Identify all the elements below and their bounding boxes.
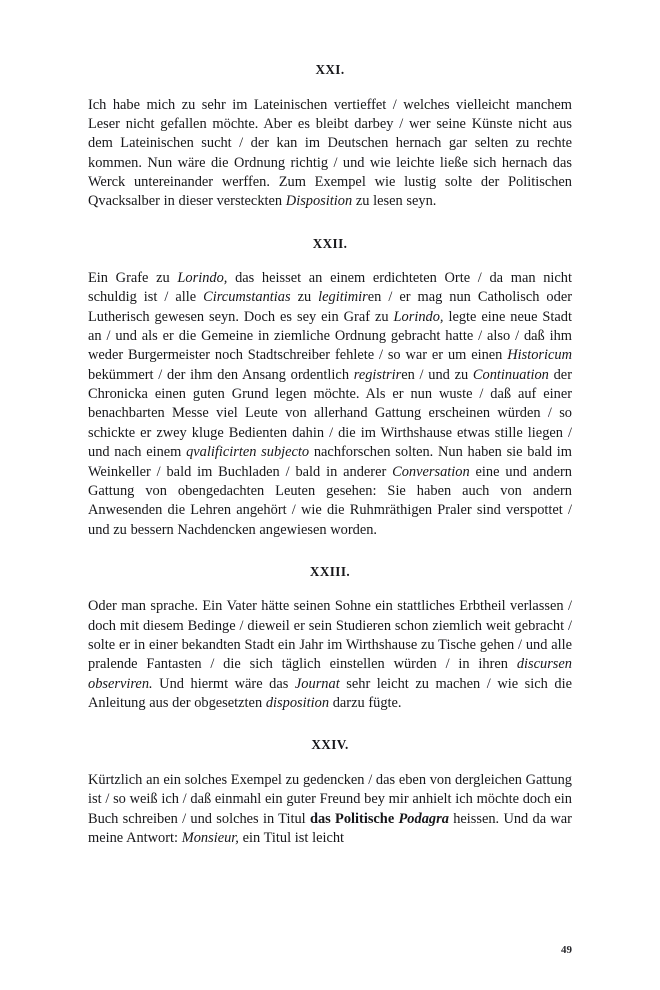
section-heading: XXIII. (309, 563, 351, 579)
section-paragraph (88, 771, 572, 848)
section-paragraph (88, 96, 572, 212)
text-run: Lorindo, (393, 308, 444, 325)
text-run: sehr leicht zu machen / wie sich die Anleitung aus der obgesetzten (88, 675, 572, 712)
text-run: Journat (294, 675, 340, 692)
text-run: legte eine neue Stadt an / und als er die Gemeine in ziemliche Ordnung gebracht hatte / also / daß ihm weder Burgermeister noch Stadtschreiber fehlete / so war er um einen (88, 308, 572, 364)
text-run: das Politische (309, 810, 395, 827)
text-run: der Chronicka einen guten Grund legen möchte. Als er nun wuste / daß auf einer benachbarten Messe viel Leute von allerhand Gattung erscheinen würden / so schickte er zwey kluge Bedienten dahin / die im Wirthshause etwas stille liegen / und nach einem (88, 366, 572, 461)
text-run: bekümmert / der ihm den Ansang ordentlich (88, 366, 354, 383)
document-section (88, 62, 572, 212)
text-run: nachforschen solten. Nun haben sie bald im Weinkeller / bald im Buchladen / bald in anderer (88, 444, 572, 480)
section-heading: XXII. (312, 235, 348, 251)
text-run: en / er mag nun Catholisch oder Lutherisch gewesen seyn. Doch es sey ein Graf zu (88, 289, 572, 325)
text-run: Oder man sprache. Ein Vater hätte seinen Sohne ein stattliches Erbtheil verlassen / doch mit diesem Bedinge / dieweil er sein Studieren schon ziemlich weit gebracht / solte er in einer bekandten Stadt ein Jahr im Wirthshause zu Tische gehen / und alle pralende Fantasten / die sich täglich einstellen würden / in ihren (88, 598, 572, 673)
text-run: Continuation (472, 366, 549, 383)
text-run: Disposition (285, 193, 353, 210)
text-run: das heisset an einem erdichteten Orte / da man nicht schuldig ist / alle (88, 270, 572, 306)
text-run: heissen. Und da war meine Antwort: (88, 810, 572, 846)
section-heading: XXIV. (311, 737, 349, 753)
text-run: Monsieur, (181, 829, 239, 846)
text-run: Kürtzlich an ein solches Exempel zu gedencken / das eben von dergleichen Gattung ist / so weiß ich / daß einmahl ein guter Freund bey mir anhielt ich möchte doch ein Buch schreiben / und solches in Titul (88, 771, 572, 827)
text-run: Ein Grafe zu (88, 270, 178, 287)
text-run: Und hiermt wäre das (152, 675, 295, 692)
text-run: zu lesen seyn. (352, 193, 437, 210)
page-number: 49 (561, 944, 572, 956)
text-run: registrir (353, 366, 402, 383)
text-run: Historicum (507, 347, 572, 364)
text-run: legitimir (318, 289, 368, 306)
text-run: disposition (265, 695, 330, 712)
section-paragraph (88, 269, 572, 540)
text-run: Ich habe mich zu sehr im Lateinischen vertieffet / welches vielleicht manchem Leser nicht gefallen möchte. Aber es bleibt darbey / wer seine Künste nicht aus dem Lateinischen sucht / der kan im Deutschen hernach gar selten zu rechte kommen. Nun wäre die Ordnung richtig / und wie leichte ließe sich hernach das Werck untereinander werffen. Zum Exempel wie lustig solte der Politischen Qvacksalber in dieser versteckten (88, 96, 572, 210)
document-section (88, 236, 572, 540)
text-run: discursen observiren. (88, 656, 572, 692)
document-section (88, 737, 572, 848)
text-run: qvalificirten subjecto (186, 444, 310, 461)
text-run: eine und andern Gattung von obengedachten Leuten gesehen: Sie haben auch von andern Anwesenden die Lehren angehört / wie die Ruhmräthigen Praler sind verspottet / und zu bessern Nachdencken angewiesen worden. (88, 463, 572, 538)
section-heading: XXI. (315, 62, 345, 77)
text-run: Circumstantias (203, 289, 291, 306)
text-run: darzu fügte. (329, 695, 402, 712)
document-section (88, 564, 572, 714)
text-run: Podagra (398, 810, 449, 827)
text-run: en / und zu (401, 366, 473, 383)
text-run: zu (290, 289, 319, 306)
section-paragraph (88, 597, 572, 713)
text-run: ein Titul ist leicht (238, 829, 345, 846)
text-run: Lorindo, (177, 270, 228, 287)
text-run: Conversation (392, 463, 470, 480)
page-content (88, 62, 572, 848)
